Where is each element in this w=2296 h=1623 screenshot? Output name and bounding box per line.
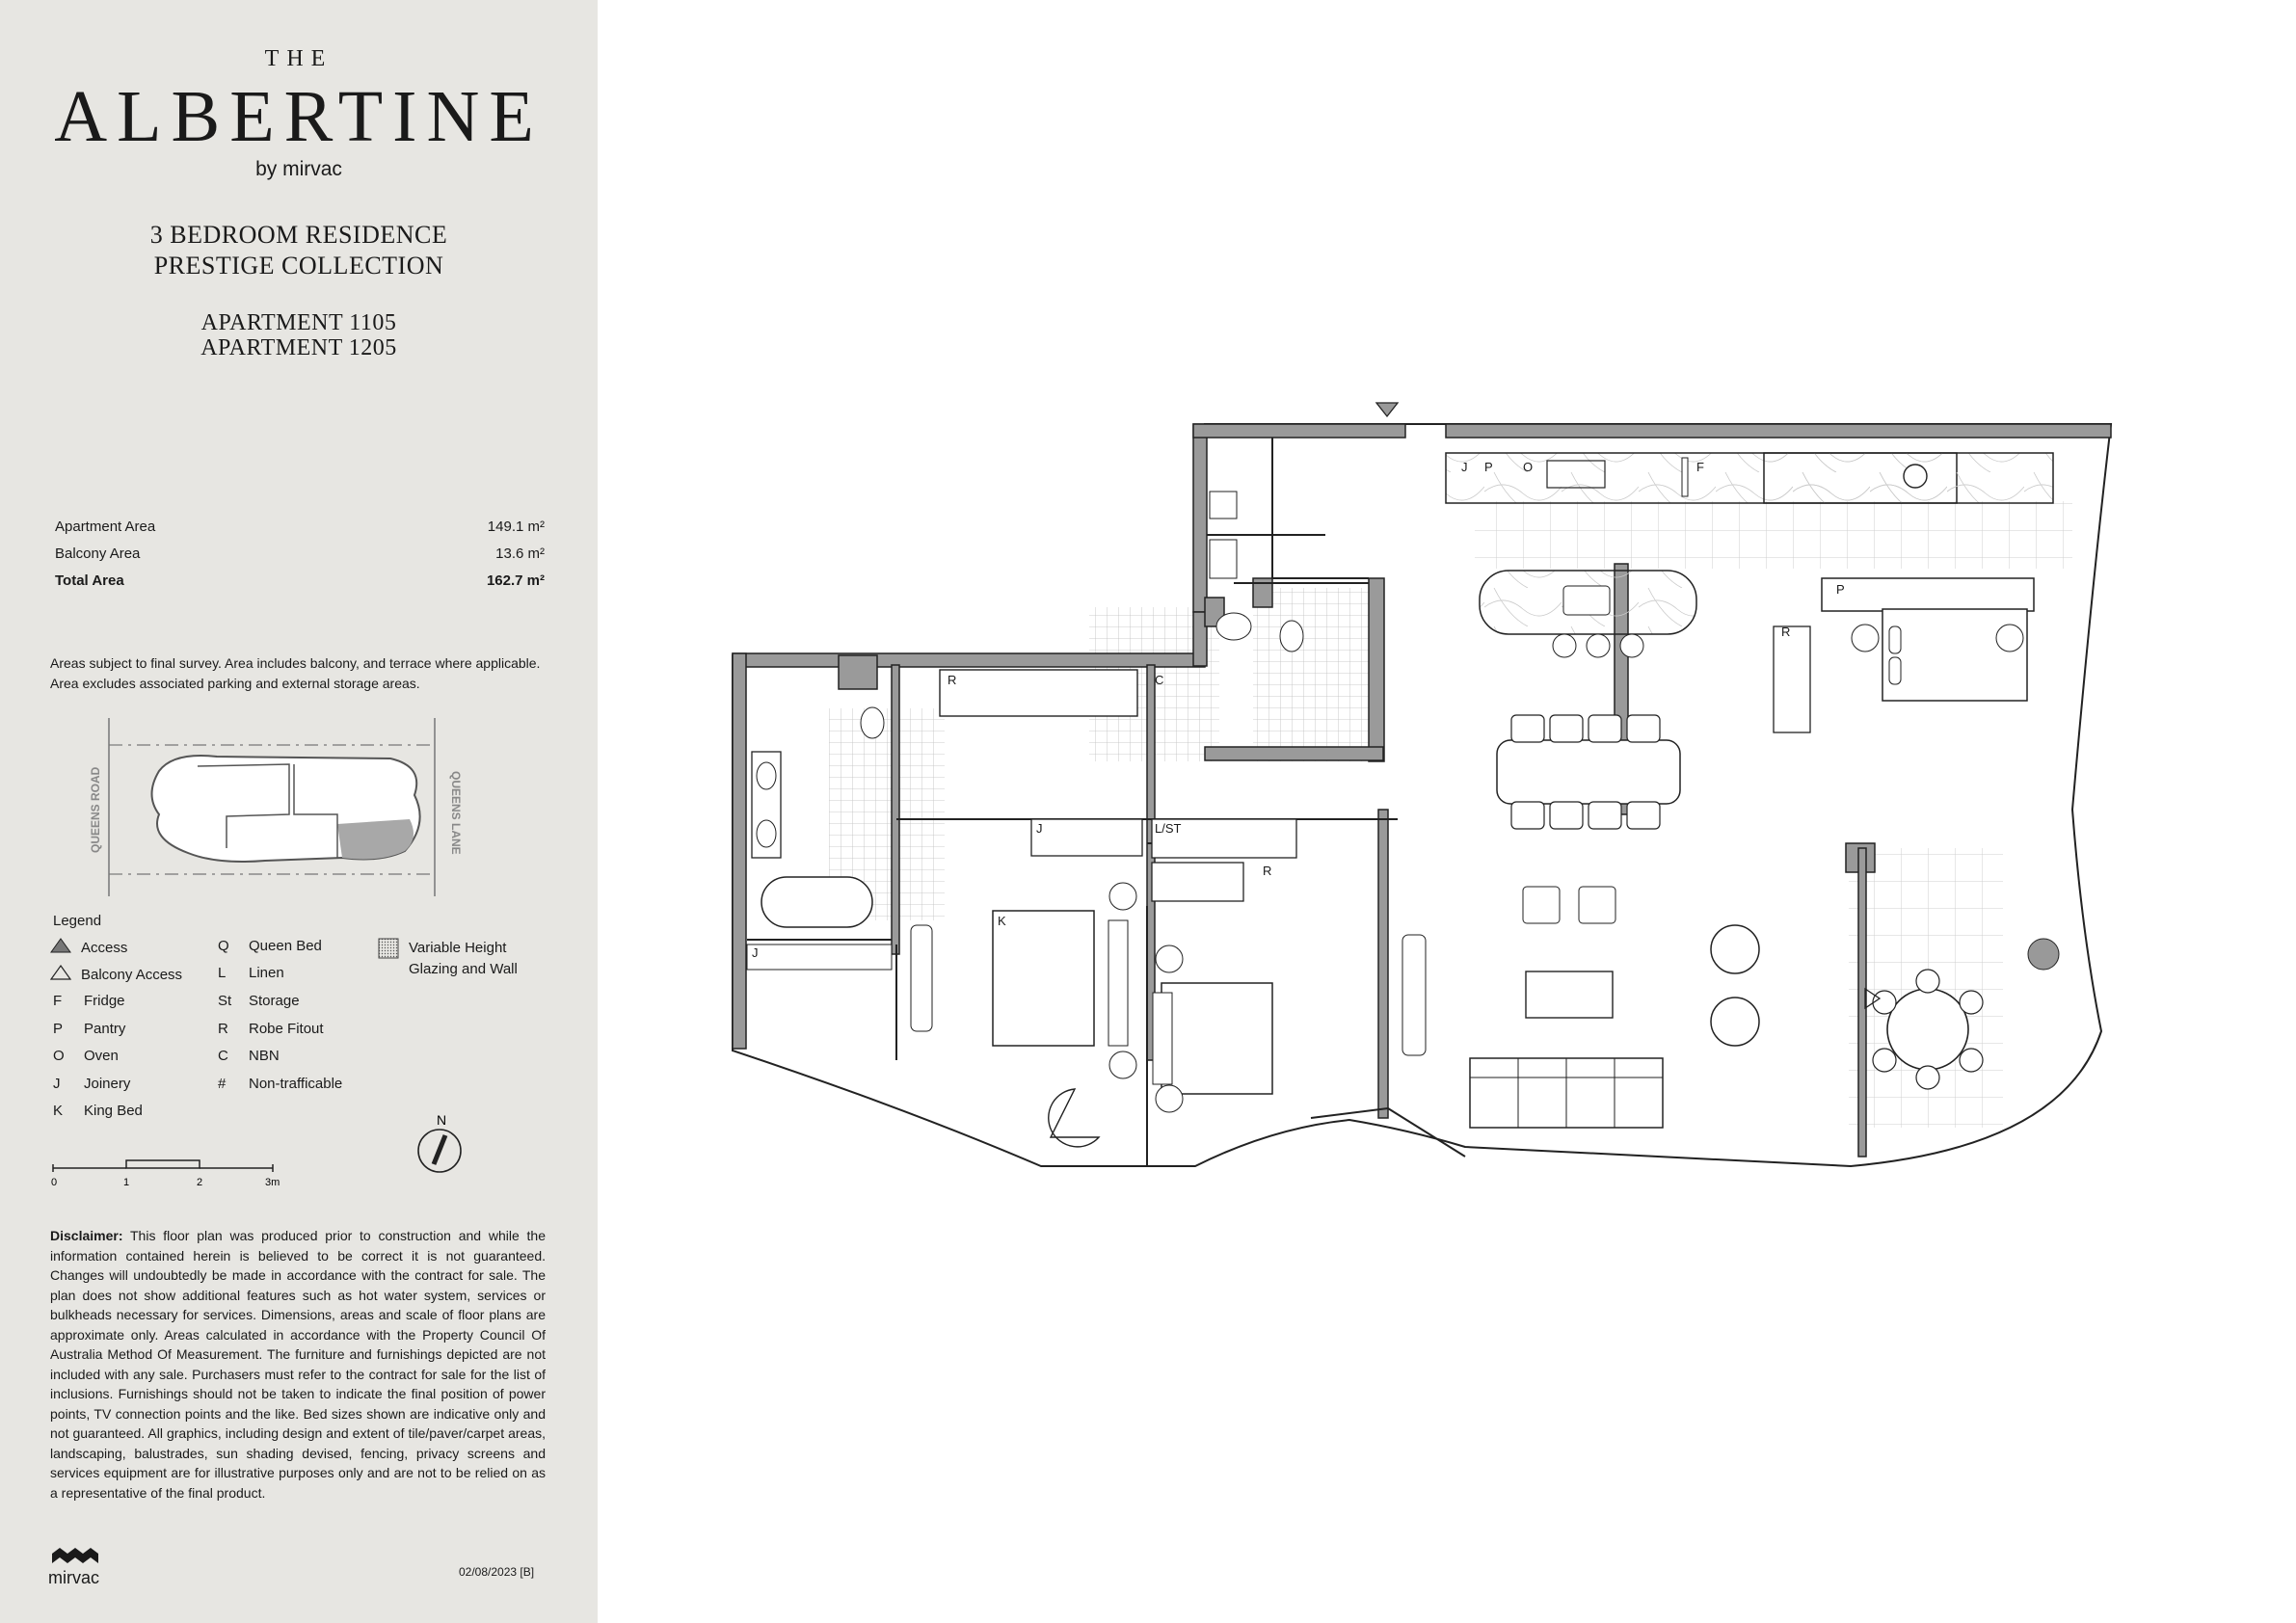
label-linen-storage: L/ST	[1155, 821, 1182, 836]
legend-item: C NBN	[218, 1048, 280, 1064]
dining-chair	[1550, 802, 1583, 829]
balcony-chair	[1873, 1049, 1896, 1072]
stool	[1620, 634, 1643, 657]
wall	[1193, 424, 1405, 438]
label-nbn: C	[1155, 673, 1164, 687]
dining-chair	[1627, 802, 1660, 829]
brand-prefix: THE	[264, 46, 334, 71]
scale-tick: 1	[123, 1177, 130, 1188]
dining-chair	[1589, 715, 1621, 742]
legend-item: St Storage	[218, 993, 300, 1009]
disclaimer	[50, 1226, 546, 1503]
laundry-sink	[1210, 492, 1237, 519]
legend-item: K King Bed	[53, 1103, 143, 1119]
bedside-table	[1109, 1051, 1136, 1078]
mirvac-logo	[48, 1544, 106, 1588]
wall	[1205, 747, 1383, 760]
legend-item: L Linen	[218, 965, 284, 981]
brand-title: ALBERTINE	[54, 76, 544, 157]
balcony-chair	[1916, 1066, 1939, 1089]
mirvac-logo-icon	[48, 1544, 106, 1565]
basin	[1216, 613, 1251, 640]
label-joinery: J	[752, 945, 759, 960]
wall	[1378, 810, 1388, 1118]
queen-bed	[1161, 983, 1272, 1094]
ensuite-joinery	[747, 945, 892, 970]
stool	[1553, 634, 1576, 657]
access-marker	[1376, 403, 1398, 416]
scale-tick: 3m	[265, 1177, 280, 1188]
balcony-pot	[2028, 939, 2059, 970]
wall	[733, 653, 746, 1049]
label-king-bed: K	[998, 914, 1006, 928]
legend-item: Q Queen Bed	[218, 938, 322, 954]
legend-item: R Robe Fitout	[218, 1021, 324, 1037]
dining-chair	[1511, 715, 1544, 742]
balcony-chair	[1960, 991, 1983, 1014]
north-arrow	[414, 1110, 463, 1178]
toilet	[861, 707, 884, 738]
keyplan-right-road: QUEENS LANE	[449, 771, 463, 855]
label-joinery: J	[1461, 460, 1468, 474]
legend-item: Balcony Access	[50, 965, 182, 984]
apartment-number-2: APARTMENT 1205	[200, 335, 397, 360]
balcony-chair	[1873, 991, 1896, 1014]
island-sink	[1563, 586, 1610, 615]
date-code: 02/08/2023 [B]	[459, 1565, 535, 1579]
washer	[1210, 540, 1237, 578]
area-row: Apartment Area 149.1 m²	[55, 519, 545, 535]
bedside-table	[1156, 1085, 1183, 1112]
desk	[911, 925, 932, 1031]
dining-table	[1497, 740, 1680, 804]
wall	[839, 655, 877, 689]
bedside-table	[1996, 625, 2023, 652]
collection-name: PRESTIGE COLLECTION	[153, 252, 444, 279]
basin	[757, 762, 776, 789]
bedside-table	[1852, 625, 1879, 652]
disclaimer-heading: Disclaimer:	[50, 1228, 123, 1243]
stool	[1587, 634, 1610, 657]
keyplan-left-road: QUEENS ROAD	[89, 766, 102, 853]
area-row-total: Total Area 162.7 m²	[55, 572, 545, 589]
bathroom-tile	[1253, 588, 1369, 761]
area-note: Areas subject to final survey. Area includes balcony, and terrace where applicable. Area excludes associated parking and external storage areas.	[50, 655, 541, 691]
label-robe: R	[1781, 625, 1791, 639]
scale-tick: 2	[197, 1177, 203, 1188]
fridge-divider	[1682, 458, 1688, 496]
dining-chair	[1511, 802, 1544, 829]
king-bed	[993, 911, 1094, 1046]
legend-item-variable-height: Variable Height Glazing and Wall	[378, 938, 518, 980]
toilet	[1280, 621, 1303, 652]
kitchen-sink	[1904, 465, 1927, 488]
pantry-unit	[1822, 578, 2034, 611]
label-joinery: J	[1036, 821, 1043, 836]
bed3-robe	[1152, 863, 1243, 901]
scale-bar	[51, 1153, 302, 1187]
disclaimer-text: This floor plan was produced prior to construction and while the information contained herein is believed to be correct it is not guaranteed. Changes will undoubtedly be made in accordance with the contract for sale. The plan does not show additional features such as hot water system, services or bulkheads necessary for services. Dimensions, areas and scale of floor plans are approximate only. Areas calculated in accordance with the Property Council Of Australia Method Of Measurement. The furniture and furnishings depicted are not included with any sale. Purchasers must refer to the contract for sale for the list of inclusions. Furnishings should not be taken to indicate the final position of power points, TV connection points and the like. Bed sizes shown are indicative only and not guaranteed. All graphics, including design and extent of tile/paver/carpet areas, landscaping, balustrades, sun shading devised, fencing, privacy screens and services equipment are for illustrative purposes only and are not to be relied on as a representative of the final product.	[50, 1228, 546, 1501]
master-robe	[1774, 626, 1810, 732]
balcony-access-icon	[50, 965, 71, 980]
area-table	[55, 519, 545, 599]
dining-chair	[1550, 715, 1583, 742]
wall	[733, 653, 1205, 667]
wall	[892, 665, 899, 954]
pillow	[1889, 626, 1901, 653]
legend-item: F Fridge	[53, 993, 125, 1009]
variable-height-swatch-icon	[378, 938, 399, 959]
coffee-table	[1526, 971, 1613, 1018]
side-table	[1523, 887, 1560, 923]
pillow	[1889, 657, 1901, 684]
wall	[1446, 424, 2111, 438]
armchair	[1711, 998, 1759, 1046]
bedside-table	[1109, 883, 1136, 910]
brand-byline: by mirvac	[255, 158, 342, 180]
label-robe: R	[1263, 864, 1272, 878]
dining-chair	[1627, 715, 1660, 742]
north-label: N	[436, 1112, 447, 1128]
armchair	[1711, 925, 1759, 973]
balcony-chair	[1916, 970, 1939, 993]
legend-title: Legend	[53, 913, 102, 929]
label-oven: O	[1523, 460, 1534, 474]
bed-headboard	[1153, 993, 1172, 1084]
label-pantry: P	[1484, 460, 1493, 474]
access-icon	[50, 938, 71, 953]
wall	[1369, 578, 1384, 761]
basin	[757, 820, 776, 847]
balcony-table	[1887, 989, 1968, 1070]
bed2-joinery	[1031, 819, 1142, 856]
legend-item: P Pantry	[53, 1021, 126, 1037]
bedside-table	[1156, 945, 1183, 972]
floor-plan	[713, 395, 2140, 1205]
key-plan	[89, 718, 463, 901]
legend-item: O Oven	[53, 1048, 119, 1064]
legend-item: # Non-trafficable	[218, 1076, 343, 1092]
info-sidebar	[0, 0, 598, 1623]
master-bed	[1882, 609, 2027, 701]
tv-unit	[1402, 935, 1426, 1055]
balcony-chair	[1960, 1049, 1983, 1072]
apartment-number-1: APARTMENT 1105	[200, 310, 397, 335]
logo-wordmark: mirvac	[48, 1568, 99, 1587]
scale-tick: 0	[51, 1177, 58, 1188]
legend-item: J Joinery	[53, 1076, 131, 1092]
wall	[1193, 424, 1207, 612]
residence-type: 3 BEDROOM RESIDENCE	[149, 221, 448, 249]
dining-chair	[1589, 802, 1621, 829]
legend-item: Access	[50, 938, 127, 957]
side-table	[1579, 887, 1615, 923]
bed-headboard	[1108, 920, 1128, 1046]
kitchen-tile	[1475, 501, 2072, 569]
area-row: Balcony Area 13.6 m²	[55, 545, 545, 562]
bed2-robe	[940, 670, 1137, 716]
label-pantry: P	[1836, 582, 1845, 597]
bathtub	[761, 877, 872, 927]
label-fridge: F	[1696, 460, 1704, 474]
label-robe: R	[948, 673, 957, 687]
